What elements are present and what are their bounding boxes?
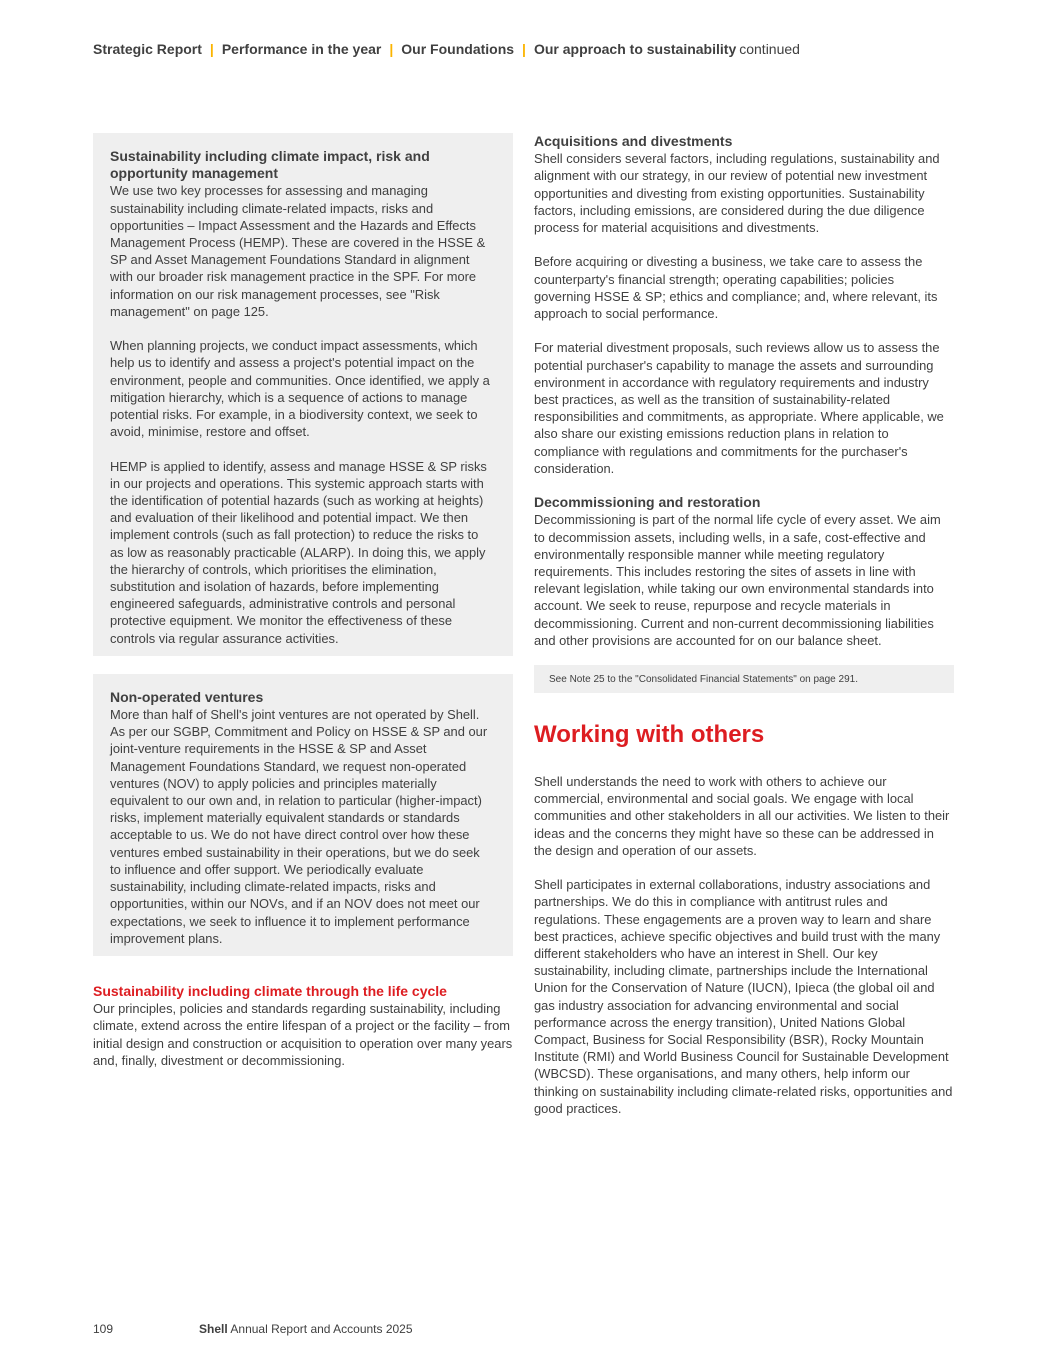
- note-reference-text[interactable]: See Note 25 to the "Consolidated Financial Statements" on page 291.: [549, 674, 858, 686]
- climate-risk-heading: Sustainability including climate impact, risk and opportunity management: [110, 148, 430, 182]
- decommissioning-heading: Decommissioning and restoration: [534, 494, 761, 511]
- decommissioning-paragraph: Decommissioning is part of the normal life cycle of every asset. We aim to decommission assets, including wells, in a safe, cost-effective and environmentally responsible manner while meeting regulatory requirements. This includes restoring the sites of assets in line with relevant legislation, while taking our own environmental standards into account. We seek to reuse, repurpose and recycle materials in decommissioning. Current and non-current decommissioning liabilities and other provisions are accounted for on our balance sheet.: [534, 512, 941, 648]
- footer-brand: Shell: [199, 1322, 228, 1336]
- breadcrumb-performance[interactable]: Performance in the year: [221, 41, 382, 57]
- right-column: [534, 133, 954, 1117]
- acquisitions-paragraph-1: Shell considers several factors, including regulations, sustainability and alignment with our strategy, in our review of potential new investment opportunities and divesting from existing opportunities. Sustainability factors, including emissions, are considered during the due diligence process for material acquisitions and divestments.: [534, 151, 940, 236]
- breadcrumb-foundations[interactable]: Our Foundations: [401, 41, 515, 57]
- climate-risk-box: [93, 133, 513, 656]
- breadcrumb-separator: |: [209, 41, 214, 57]
- non-operated-ventures-box: [93, 674, 513, 956]
- left-column: [93, 133, 513, 1069]
- working-with-others-heading: Working with others: [534, 721, 765, 749]
- non-operated-ventures-heading: Non-operated ventures: [110, 688, 264, 705]
- note-reference-box: [534, 665, 954, 693]
- life-cycle-paragraph: Our principles, policies and standards regarding sustainability, including climate, extend across the entire lifespan of a project or the facility – from initial design and construction or acquisition to operation over many years and, finally, divestment or decommissioning.: [93, 1001, 513, 1068]
- breadcrumb: [93, 41, 800, 57]
- working-paragraph-1: Shell understands the need to work with others to achieve our commercial, environmental and social goals. We engage with local communities and other stakeholders in all our activities. We listen to their ideas and the concerns they might have so these can be addressed in the design and operation of our assets.: [534, 774, 950, 858]
- impact-assessment-paragraph: When planning projects, we conduct impact assessments, which help us to identify and assess a project's potential impact on the environment, people and communities. Once identified, we apply a mitigation hierarchy, which is a sequence of actions to manage potential risks. For example, in a biodiversity context, we seek to avoid, minimise, restore and offset.: [110, 338, 490, 440]
- breadcrumb-separator: |: [389, 41, 394, 57]
- footer-report-title: Annual Report and Accounts 2025: [230, 1322, 413, 1336]
- acquisitions-paragraph-2: Before acquiring or divesting a business, we take care to assess the counterparty's financial strength; operating capabilities; policies governing HSSE & SP; ethics and compliance; and, where relevant, its approach to social performance.: [534, 254, 938, 322]
- breadcrumb-strategic-report[interactable]: Strategic Report: [93, 41, 202, 57]
- breadcrumb-continued: continued: [739, 41, 800, 57]
- life-cycle-heading: Sustainability including climate through the life cycle: [93, 982, 447, 999]
- climate-risk-paragraph: We use two key processes for assessing and managing sustainability including climate-related impacts, risks and opportunities – Impact Assessment and the Hazards and Effects Management Process (HEMP). These are covered in the HSSE & SP and Asset Management Foundations Standard in alignment with our broader risk management practice in the SPF. For more information on our risk management processes, see "Risk management" on page 125.: [110, 183, 486, 319]
- breadcrumb-separator: |: [522, 41, 526, 57]
- page-number: 109: [93, 1322, 114, 1336]
- breadcrumb-sustainability[interactable]: Our approach to sustainability: [533, 41, 737, 57]
- page-footer: [93, 1322, 413, 1336]
- acquisitions-paragraph-3: For material divestment proposals, such reviews allow us to assess the potential purchaser's capability to manage the assets and surrounding environment in accordance with regulatory requirements and industry best practices, as well as the transition of sustainability-related responsibilities and commitments, as appropriate. Where applicable, we also share our existing emissions reduction plans in relation to compliance with regulations and commitments for the purchaser's consideration.: [534, 340, 944, 476]
- acquisitions-heading: Acquisitions and divestments: [534, 133, 733, 149]
- hemp-paragraph: HEMP is applied to identify, assess and manage HSSE & SP risks in our projects and operations. This systemic approach starts with the identification of potential hazards (such as working at heights) and evaluation of their likelihood and potential impact. We then implement controls (such as fall protection) to reduce the risks to as low as reasonably practicable (ALARP). In doing this, we apply the hierarchy of controls, which prioritises the elimination, substitution and isolation of hazards, before implementing engineered safeguards, administrative controls and personal protective equipment. We monitor the effectiveness of these controls via regular assurance activities.: [110, 458, 487, 646]
- life-cycle-section: [93, 983, 513, 1069]
- working-paragraph-2: Shell participates in external collaborations, industry associations and partnerships. We do this in compliance with antitrust rules and regulations. These engagements are a proven way to learn and share best practices, achieve specific objectives and build trust with the many different stakeholders who have an interest in Shell. Our key sustainability, including climate, partnerships include the International Union for the Conservation of Nature (IUCN), Ipieca (the global oil and gas industry association for advancing environmental and social performance across the energy transition), United Nations Global Compact, Business for Social Responsibility (BSR), Rocky Mountain Institute (RMI) and World Business Council for Sustainable Development (WBCSD). These organisations, and many others, help inform our thinking on sustainability including climate-related risks, opportunities and good practices.: [534, 877, 953, 1116]
- non-operated-ventures-paragraph: More than half of Shell's joint ventures are not operated by Shell. As per our SGBP, Commitment and Policy on HSSE & SP and our joint-venture requirements in the HSSE & SP and Asset Management Foundations Standard, we request non-operated ventures (NOV) to apply policies and principles materially equivalent to our own and, in relation to particular (higher-impact) risks, implement materially equivalent standards or standards acceptable to us. We do not have direct control over how these ventures embed sustainability in their operations, but we do seek to influence and offer support. We periodically evaluate sustainability, including climate-related impacts, risks and opportunities, within our NOVs, and if an NOV does not meet our expectations, we seek to influence it to implement performance improvement plans.: [110, 707, 488, 946]
